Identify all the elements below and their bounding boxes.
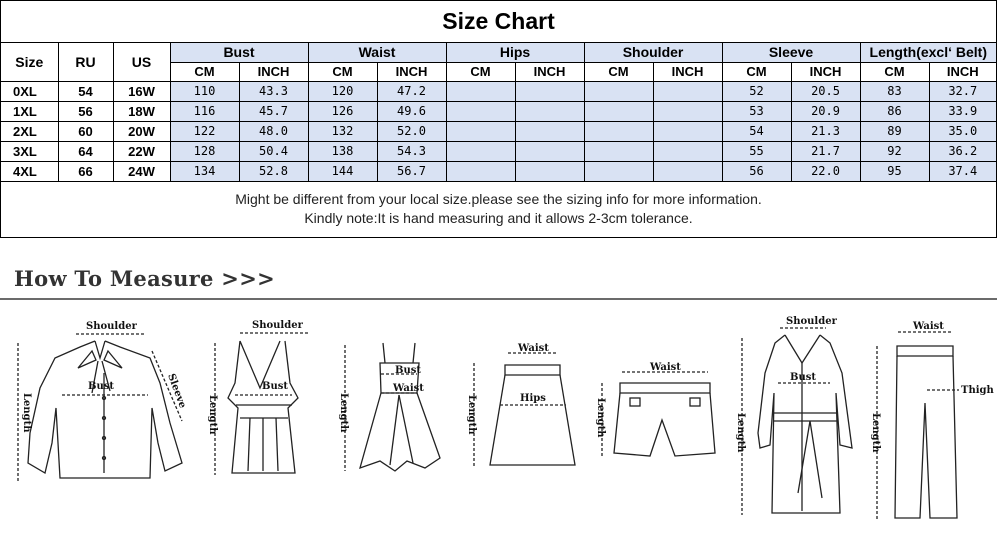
length-label: Length [21, 393, 32, 433]
group-header-sleeve: Sleeve [722, 43, 860, 62]
unit-header-inch: INCH [653, 62, 722, 81]
table-row [1, 101, 996, 121]
cell-shoulder-cm [584, 161, 653, 181]
blouse-icon [0, 313, 200, 493]
cell-hips-cm [446, 81, 515, 101]
cell-sleeve-inch: 22.0 [791, 161, 860, 181]
length-label: Length [207, 395, 218, 435]
cell-ru: 64 [58, 141, 113, 161]
cell-sleeve-inch: 21.7 [791, 141, 860, 161]
cell-us: 20W [113, 121, 170, 141]
shorts-icon [590, 358, 725, 468]
cell-waist-inch: 47.2 [377, 81, 446, 101]
length-label: Length [466, 395, 477, 435]
cell-waist-inch: 54.3 [377, 141, 446, 161]
cell-ru: 60 [58, 121, 113, 141]
cell-waist-cm: 126 [308, 101, 377, 121]
table-row [1, 81, 996, 101]
measure-title: How To Measure >>> [14, 266, 275, 291]
cell-shoulder-cm [584, 81, 653, 101]
table-row [1, 121, 996, 141]
size-table [1, 43, 996, 182]
cell-waist-cm: 132 [308, 121, 377, 141]
cell-bust-cm: 116 [170, 101, 239, 121]
cell-ru: 54 [58, 81, 113, 101]
length-label: Length [735, 413, 746, 453]
cell-hips-inch [515, 161, 584, 181]
unit-header-inch: INCH [929, 62, 996, 81]
pants-icon [865, 318, 995, 523]
waist-label: Waist [393, 383, 424, 394]
cell-length-inch: 33.9 [929, 101, 996, 121]
cell-size: 3XL [1, 141, 58, 161]
note-line-1: Might be different from your local size.please see the sizing info for more information. [235, 191, 762, 207]
cell-shoulder-inch [653, 121, 722, 141]
cell-sleeve-inch: 20.5 [791, 81, 860, 101]
cell-shoulder-cm [584, 101, 653, 121]
cell-length-cm: 89 [860, 121, 929, 141]
col-header-us: US [113, 43, 170, 81]
unit-header-cm: CM [446, 62, 515, 81]
unit-header-inch: INCH [239, 62, 308, 81]
unit-header-cm: CM [170, 62, 239, 81]
cell-length-cm: 92 [860, 141, 929, 161]
title-row [1, 1, 996, 43]
hips-label: Hips [520, 393, 546, 404]
cell-waist-inch: 49.6 [377, 101, 446, 121]
strap-dress-icon [335, 333, 450, 493]
unit-header-inch: INCH [377, 62, 446, 81]
cell-hips-inch [515, 121, 584, 141]
cell-sleeve-cm: 53 [722, 101, 791, 121]
sizing-note [0, 190, 997, 228]
bust-label: Bust [262, 381, 288, 392]
divider [0, 298, 997, 300]
cell-shoulder-inch [653, 141, 722, 161]
shoulder-label: Shoulder [252, 320, 303, 331]
cell-hips-cm [446, 101, 515, 121]
group-header-hips: Hips [446, 43, 584, 62]
tank-top-icon [200, 313, 325, 493]
cell-ru: 66 [58, 161, 113, 181]
bust-label: Bust [395, 365, 421, 376]
shoulder-label: Shoulder [86, 321, 137, 332]
thigh-label: Thigh [961, 385, 994, 396]
cell-us: 24W [113, 161, 170, 181]
bust-label: Bust [88, 381, 114, 392]
cell-hips-inch [515, 81, 584, 101]
cell-hips-inch [515, 101, 584, 121]
page-title: Size Chart [442, 8, 555, 34]
unit-header-cm: CM [308, 62, 377, 81]
cell-bust-cm: 122 [170, 121, 239, 141]
cell-bust-inch: 43.3 [239, 81, 308, 101]
cell-sleeve-cm: 56 [722, 161, 791, 181]
cell-bust-cm: 128 [170, 141, 239, 161]
cell-length-cm: 83 [860, 81, 929, 101]
cell-us: 18W [113, 101, 170, 121]
waist-label: Waist [518, 343, 549, 354]
cell-length-inch: 32.7 [929, 81, 996, 101]
table-row [1, 161, 996, 181]
how-to-measure-section [0, 238, 997, 556]
shoulder-label: Shoulder [786, 316, 837, 327]
unit-header-cm: CM [860, 62, 929, 81]
cell-length-inch: 37.4 [929, 161, 996, 181]
unit-header-cm: CM [584, 62, 653, 81]
waist-label: Waist [913, 321, 944, 332]
cell-us: 22W [113, 141, 170, 161]
cell-sleeve-cm: 54 [722, 121, 791, 141]
cell-length-inch: 35.0 [929, 121, 996, 141]
cell-length-inch: 36.2 [929, 141, 996, 161]
cell-waist-cm: 120 [308, 81, 377, 101]
bust-label: Bust [790, 372, 816, 383]
cell-length-cm: 86 [860, 101, 929, 121]
waist-label: Waist [650, 362, 681, 373]
col-header-ru: RU [58, 43, 113, 81]
cell-length-cm: 95 [860, 161, 929, 181]
group-header-shoulder: Shoulder [584, 43, 722, 62]
unit-header-inch: INCH [515, 62, 584, 81]
cell-shoulder-inch [653, 101, 722, 121]
cell-waist-inch: 52.0 [377, 121, 446, 141]
cell-hips-cm [446, 161, 515, 181]
table-body [1, 43, 996, 181]
cell-bust-inch: 52.8 [239, 161, 308, 181]
cell-waist-cm: 138 [308, 141, 377, 161]
group-header-waist: Waist [308, 43, 446, 62]
cell-bust-inch: 48.0 [239, 121, 308, 141]
cell-bust-cm: 110 [170, 81, 239, 101]
length-label: Length [338, 393, 349, 433]
trench-coat-icon [730, 313, 865, 523]
header-row-groups [1, 43, 996, 62]
length-label: Length [870, 413, 881, 453]
skirt-icon [460, 333, 580, 483]
cell-bust-inch: 50.4 [239, 141, 308, 161]
cell-hips-cm [446, 141, 515, 161]
group-header-bust: Bust [170, 43, 308, 62]
cell-shoulder-cm [584, 141, 653, 161]
cell-sleeve-cm: 55 [722, 141, 791, 161]
sleeve-label: Sleeve [165, 372, 188, 410]
cell-hips-inch [515, 141, 584, 161]
cell-size: 4XL [1, 161, 58, 181]
unit-header-inch: INCH [791, 62, 860, 81]
cell-size: 1XL [1, 101, 58, 121]
cell-hips-cm [446, 121, 515, 141]
cell-shoulder-cm [584, 121, 653, 141]
cell-sleeve-cm: 52 [722, 81, 791, 101]
cell-waist-inch: 56.7 [377, 161, 446, 181]
table-row [1, 141, 996, 161]
cell-size: 2XL [1, 121, 58, 141]
cell-size: 0XL [1, 81, 58, 101]
cell-shoulder-inch [653, 161, 722, 181]
length-label: Length [595, 398, 606, 438]
cell-bust-cm: 134 [170, 161, 239, 181]
cell-waist-cm: 144 [308, 161, 377, 181]
cell-shoulder-inch [653, 81, 722, 101]
cell-us: 16W [113, 81, 170, 101]
cell-ru: 56 [58, 101, 113, 121]
group-header-length: Length(excl‘ Belt) [860, 43, 996, 62]
cell-sleeve-inch: 21.3 [791, 121, 860, 141]
unit-header-cm: CM [722, 62, 791, 81]
cell-sleeve-inch: 20.9 [791, 101, 860, 121]
cell-bust-inch: 45.7 [239, 101, 308, 121]
note-line-2: Kindly note:It is hand measuring and it allows 2-3cm tolerance. [304, 210, 693, 226]
col-header-size: Size [1, 43, 58, 81]
